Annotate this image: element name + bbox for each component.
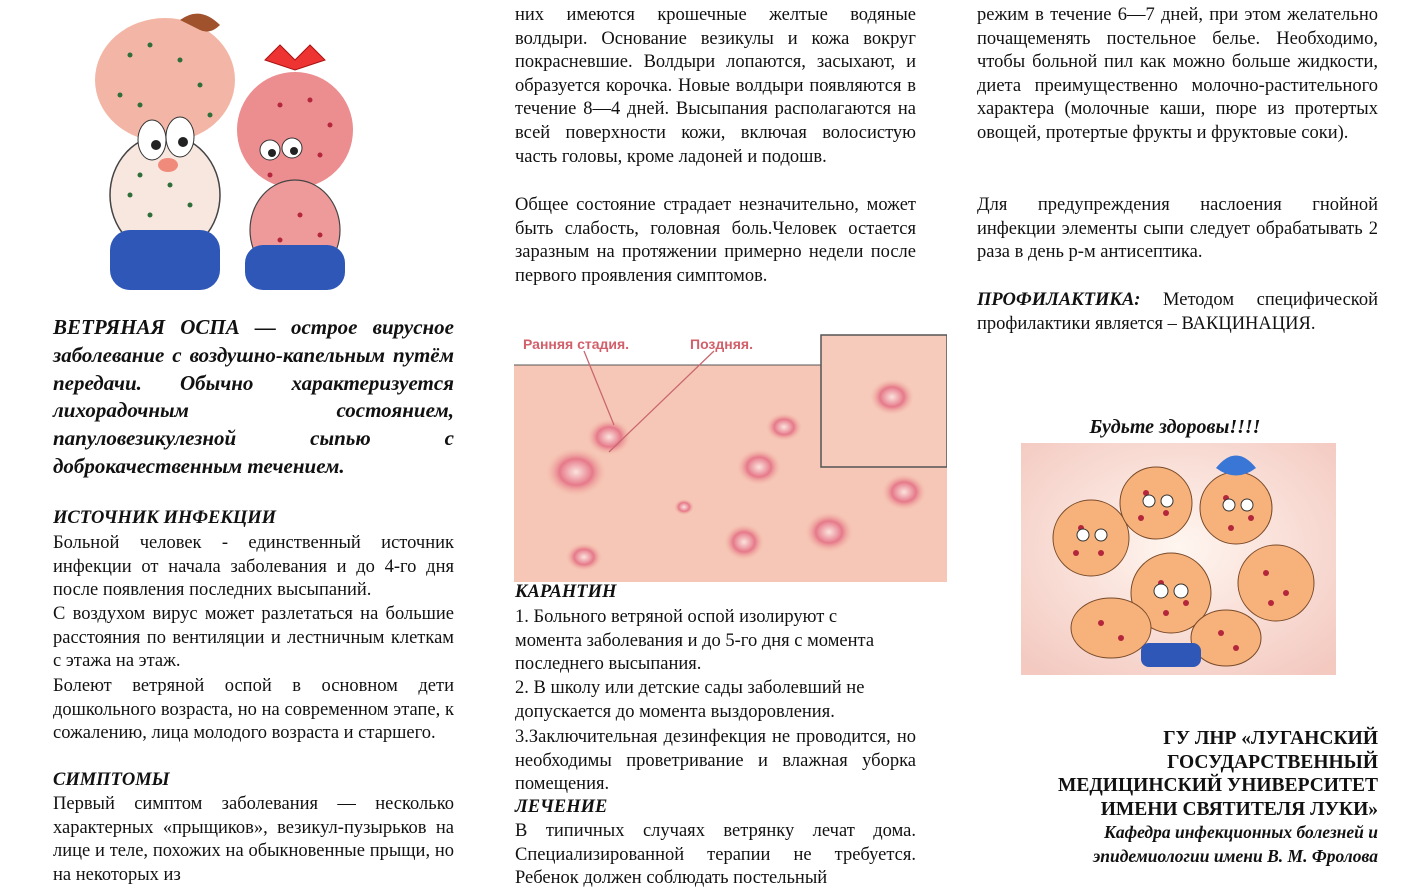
- treatment-paragraph-1: В типичных случаях ветрянку лечат дома. Специализированной терапии не требуется. Ребенок должен соблюдать постельный: [515, 821, 916, 889]
- wish-text: Будьте здоровы!!!!: [1089, 416, 1261, 438]
- quarantine-heading: КАРАНТИН: [515, 582, 617, 602]
- column-2: [480, 0, 940, 893]
- symptoms-heading: СИМПТОМЫ: [53, 770, 170, 790]
- org-line-1: ГУ ЛНР «ЛУГАНСКИЙ: [1163, 728, 1378, 749]
- children-with-chickenpox-illustration: [70, 5, 390, 295]
- general-state-paragraph: Общее состояние страдает незначительно, может быть слабость, головная боль.Человек остается заразным на протяжении примерно недели после первого проявления симптомов.: [515, 195, 916, 286]
- source-paragraph-1: Больной человек - единственный источник инфекции от начала заболевания и до 4-го дня после появления последних высыпаний.: [53, 533, 454, 601]
- prevention-heading: ПРОФИЛАКТИКА:: [977, 290, 1141, 310]
- quarantine-item-1: 1. Больного ветряной оспой изолируют с момента заболевания и до 5-го дня с момента последнего высыпания.: [515, 607, 875, 675]
- column-3: [960, 0, 1413, 893]
- org-line-4: ИМЕНИ СВЯТИТЕЛЯ ЛУКИ»: [1100, 798, 1378, 820]
- dept-line-1: Кафедра инфекционных болезней и: [1103, 822, 1378, 843]
- source-paragraph-2: С воздухом вирус может разлетаться на большие расстояния по вентиляции и лестничным клеткам с этажа на этаж.: [53, 604, 454, 672]
- antiseptic-paragraph: Для предупреждения наслоения гнойной инфекции элементы сыпи следует обрабатывать 2 раза в день р-м антисептика.: [977, 195, 1378, 263]
- column-1: [0, 0, 470, 893]
- figure-label-late: Поздняя.: [690, 336, 753, 352]
- group-of-babies-illustration: [1021, 443, 1336, 675]
- figure-label-early: Ранняя стадия.: [523, 336, 630, 352]
- quarantine-item-3: 3.Заключительная дезинфекция не проводится, но необходимы проветривание и влажная уборка помещения.: [515, 727, 916, 795]
- treatment-paragraph-2: режим в течение 6—7 дней, при этом желательно почащеменять постельное белье. Необходимо, чтобы больной пил как можно больше жидкости, диета преимущественно молочно-растительного характера (молочные каши, пюре из протертых овощей, протертые фрукты и фруктовые соки).: [977, 5, 1378, 143]
- skin-rash-photo: [514, 327, 947, 582]
- rash-description-paragraph: них имеются крошечные желтые водяные волдыри. Основание везикулы и кожа вокруг покрасневшие. Волдыри лопаются, засыхают, и образуется корочка. Новые волдыри появляются в течение 8—4 дней. Высыпания располагаются на всей поверхности кожи, включая волосистую часть головы, кроме ладоней и подошв.: [515, 5, 916, 167]
- org-line-3: МЕДИЦИНСКИЙ УНИВЕРСИТЕТ: [1057, 775, 1378, 797]
- lead-definition: ВЕТРЯНАЯ ОСПА — острое вирусное заболевание с воздушно-капельным путём передачи. Обычно характеризуется лихорадочным состоянием, папуловезикулезной сыпью с доброкачественным течением.: [53, 315, 454, 478]
- treatment-heading: ЛЕЧЕНИЕ: [515, 797, 608, 817]
- source-paragraph-3: Болеют ветряной оспой в основном дети дошкольного возраста, но на современном этапе, к сожалению, лица молодого возраста и старшего.: [53, 676, 454, 744]
- organization-block: [977, 727, 1378, 869]
- prevention-text: Методом специфической профилактики является – ВАКЦИНАЦИЯ.: [977, 290, 1378, 334]
- prevention-paragraph: [977, 289, 1378, 336]
- skin-rash-photo-graphic: [514, 327, 947, 582]
- quarantine-item-2: 2. В школу или детские сады заболевший не допускается до момента выздоровления.: [515, 678, 865, 722]
- dept-line-2: эпидемиологии имени В. М. Фролова: [1093, 845, 1378, 866]
- symptoms-paragraph-1: Первый симптом заболевания — несколько характерных «прыщиков», везикул-пузырьков на лице и теле, похожих на обыкновенные прыщи, но на некоторых из: [53, 794, 454, 885]
- org-line-2: ГОСУДАРСТВЕННЫЙ: [1167, 751, 1378, 773]
- source-heading: ИСТОЧНИК ИНФЕКЦИИ: [53, 508, 277, 528]
